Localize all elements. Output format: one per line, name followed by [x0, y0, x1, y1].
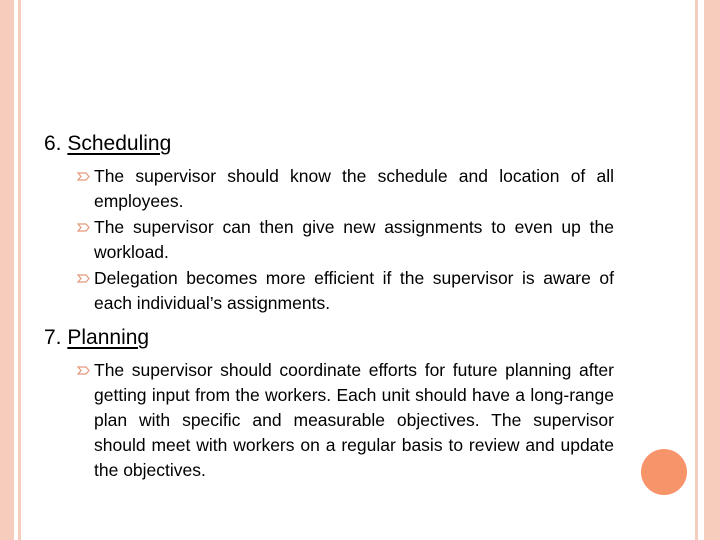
slide-body [44, 130, 614, 484]
section-number: 7. [44, 326, 62, 349]
section-title: Planning [67, 326, 150, 349]
ribbon-bullet-icon [77, 273, 90, 284]
right-border-stripe [704, 0, 720, 540]
right-border-line [695, 0, 698, 540]
section-scheduling [44, 130, 614, 316]
section-heading [44, 324, 614, 352]
section-heading [44, 130, 614, 158]
list-item [44, 358, 614, 483]
list-item [44, 215, 614, 265]
bullet-text: The supervisor should coordinate efforts for future planning after getting input from the workers. Each unit should have a long-range plan with specific and measurable objectives. The supervisor should meet with workers on a regular basis to review and update the objectives. [94, 360, 614, 480]
section-planning [44, 324, 614, 483]
left-border-line [18, 0, 21, 540]
ribbon-bullet-icon [77, 171, 90, 182]
section-number: 6. [44, 132, 62, 155]
section-title: Scheduling [67, 132, 172, 155]
left-border-stripe [0, 0, 14, 540]
bullet-text: The supervisor should know the schedule and location of all employees. [94, 166, 614, 211]
ribbon-bullet-icon [77, 222, 90, 233]
bullet-list [44, 358, 614, 483]
decorative-circle [641, 449, 687, 495]
list-item [44, 266, 614, 316]
list-item [44, 164, 614, 214]
bullet-text: Delegation becomes more efficient if the supervisor is aware of each individual’s assignments. [94, 268, 614, 313]
ribbon-bullet-icon [77, 365, 90, 376]
bullet-list [44, 164, 614, 316]
bullet-text: The supervisor can then give new assignments to even up the workload. [94, 217, 614, 262]
